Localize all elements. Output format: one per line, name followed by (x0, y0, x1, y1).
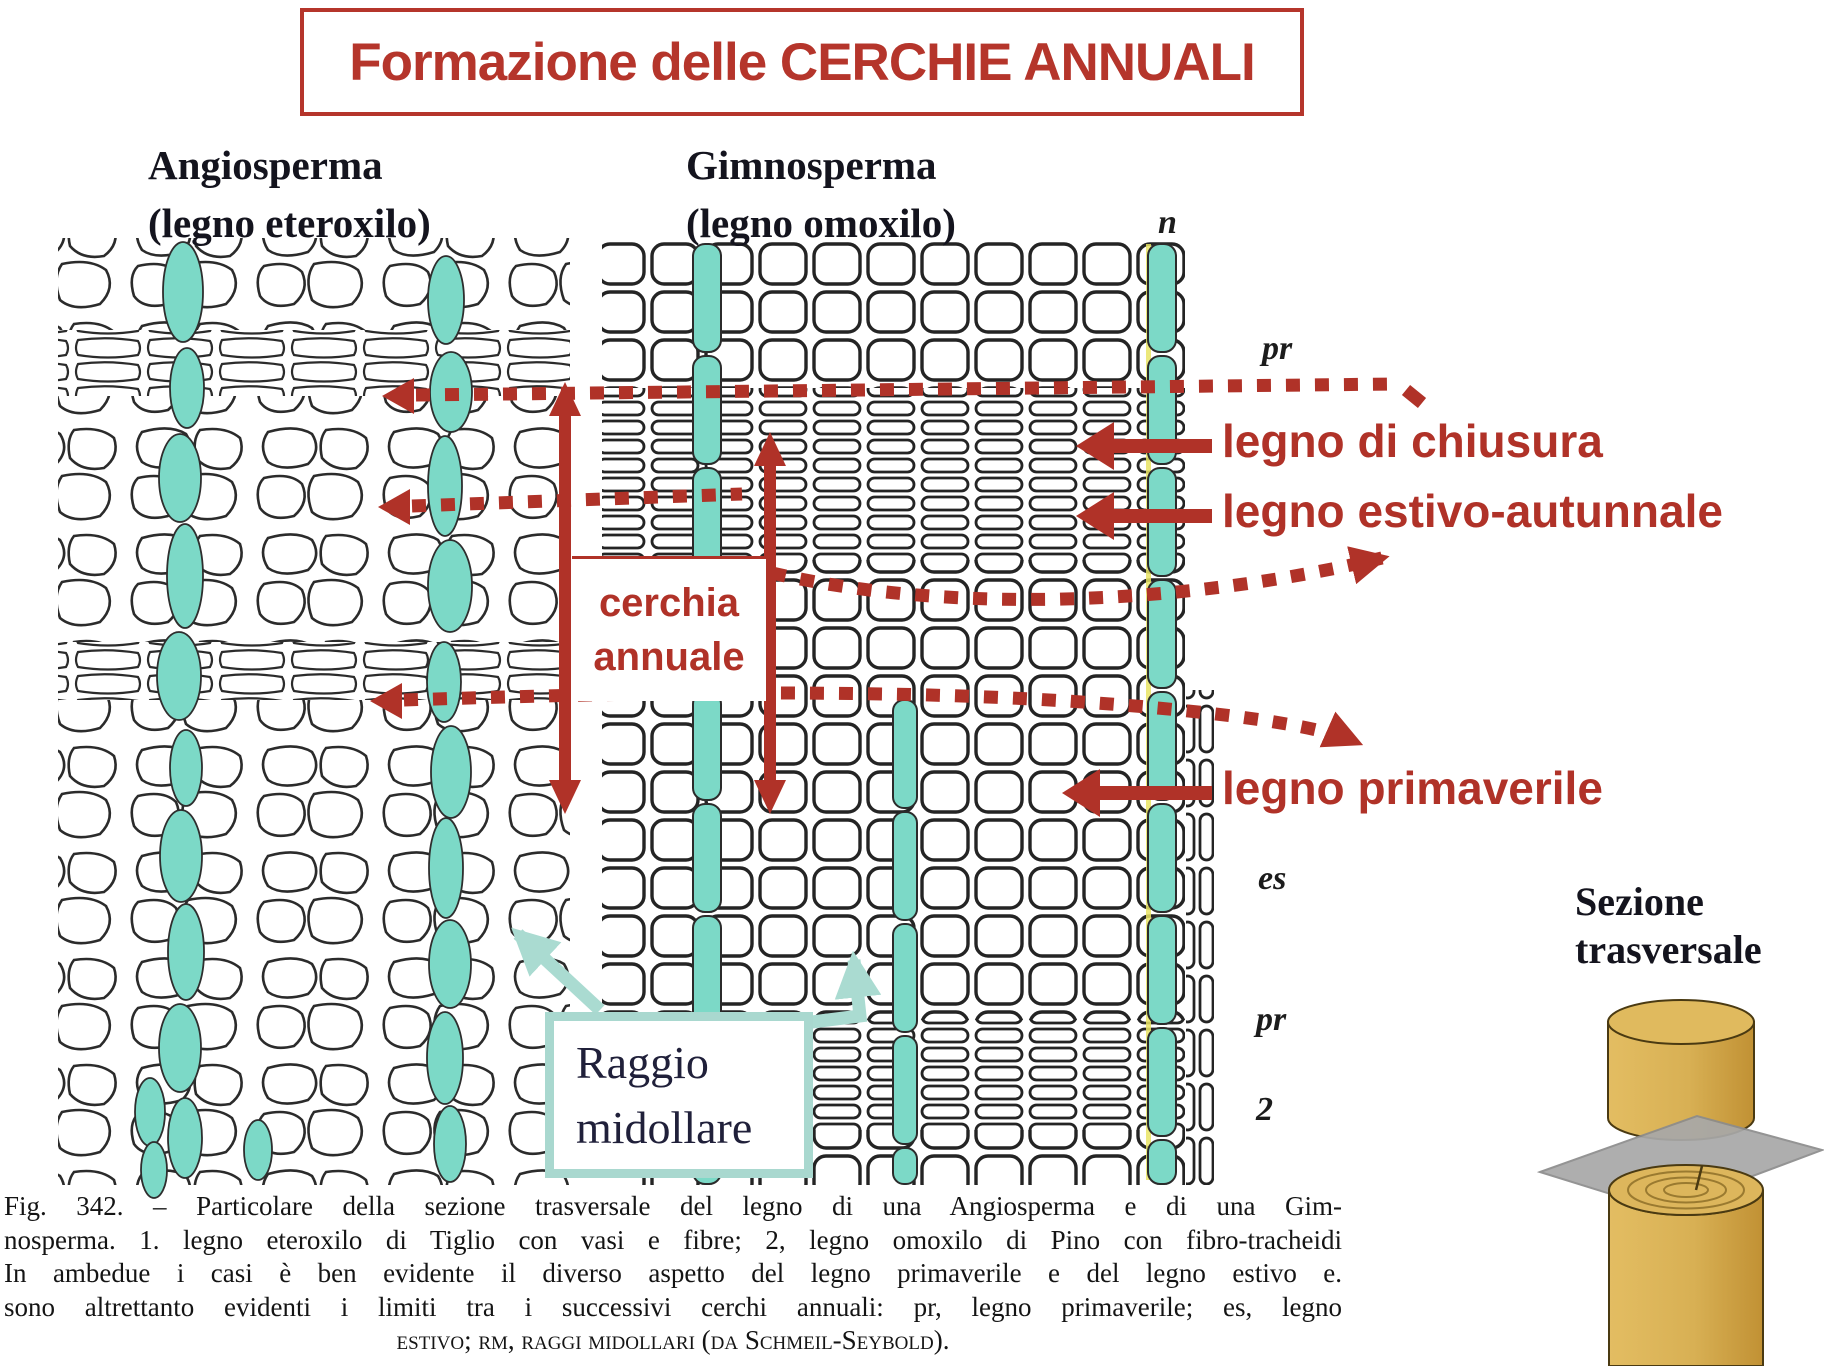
title-banner (300, 8, 1304, 116)
angiosperma-header (148, 136, 431, 252)
cross-section-sketch (1540, 1000, 1822, 1366)
lower-trunk (1609, 1165, 1763, 1366)
sezione-line2: trasversale (1575, 927, 1762, 972)
gimnosperma-header (686, 136, 956, 252)
sezione-trasversale-label (1575, 878, 1762, 974)
page-title: Formazione delle CERCHIE ANNUALI (349, 32, 1255, 92)
raggio-midollare-box (545, 1012, 813, 1178)
margin-label-pr-top: pr (1262, 330, 1293, 367)
margin-label-n: n (1158, 204, 1177, 241)
label-legno-di-chiusura: legno di chiusura (1222, 415, 1603, 467)
caption-line: nosperma. 1. legno eteroxilo di Tiglio con vasi e fibre; 2, legno omoxilo di Pino con fibro-tracheidi (4, 1224, 1342, 1255)
cerchia-line2: annuale (593, 635, 745, 679)
caption-line: sono altrettanto evidenti i limiti tra i successivi cerchi annuali: pr, legno primaverile; es, legno (4, 1291, 1342, 1322)
raggio-line1: Raggio (576, 1036, 709, 1088)
gimnosperma-name: Gimnosperma (686, 142, 937, 188)
raggio-line2: midollare (576, 1102, 753, 1153)
angiosperma-panel (58, 238, 570, 1198)
label-legno-primaverile: legno primaverile (1222, 762, 1603, 814)
upper-trunk (1608, 1000, 1754, 1140)
caption-line: In ambedue i casi è ben evidente il diverso aspetto del legno primaverile e del legno estivo e. (4, 1258, 1342, 1288)
cerchia-annuale-box (572, 556, 766, 701)
margin-label-es: es (1258, 860, 1287, 897)
margin-label-2: 2 (1256, 1091, 1273, 1128)
label-legno-estivo-autunnale: legno estivo-autunnale (1222, 485, 1723, 537)
margin-label-pr-bottom: pr (1256, 1001, 1287, 1038)
gimnosperma-subtitle: (legno omoxilo) (686, 200, 956, 247)
caption-line: Fig. 342. – Particolare della sezione trasversale del legno di una Angiosperma e di una Gim- (4, 1191, 1342, 1221)
angiosperma-subtitle: (legno eteroxilo) (148, 200, 431, 247)
angiosperma-name: Angiosperma (148, 142, 383, 188)
caption-line: estivo; rm, raggi midollari (da Schmeil-Seybold). (396, 1325, 950, 1355)
cerchia-line1: cerchia (598, 581, 740, 625)
sezione-line1: Sezione (1575, 879, 1704, 924)
figure-caption (4, 1190, 1342, 1358)
